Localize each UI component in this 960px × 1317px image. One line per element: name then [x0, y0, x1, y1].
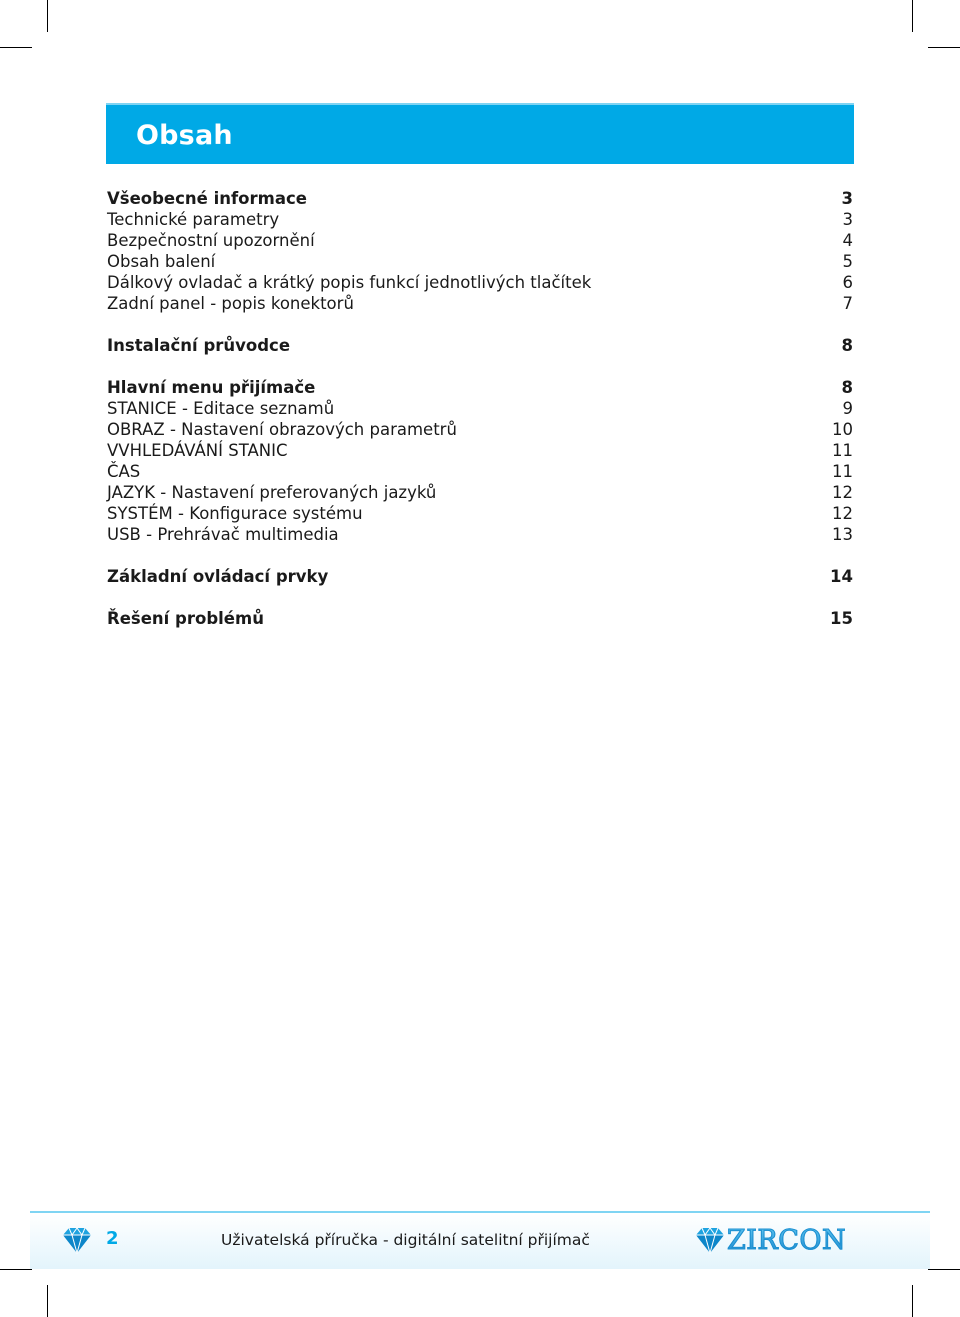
toc-group: [107, 188, 853, 314]
toc-entry-page: 4: [842, 231, 853, 250]
toc-entry: [107, 272, 853, 293]
toc-entry: [107, 524, 853, 545]
toc-entry-page: 7: [842, 294, 853, 313]
toc-entry-title: Bezpečnostní upozornění: [107, 231, 315, 250]
toc-entry-title: Hlavní menu přijímače: [107, 378, 316, 397]
toc-entry-page: 13: [832, 525, 853, 544]
toc-entry-title: Instalační průvodce: [107, 336, 291, 355]
toc-entry-page: 11: [832, 462, 853, 481]
crop-mark: [928, 1269, 960, 1270]
toc-entry: [107, 335, 853, 356]
brand-logo: [694, 1224, 846, 1256]
toc-entry-page: 3: [841, 189, 853, 208]
toc-entry-title: SYSTÉM - Konfigurace systému: [107, 504, 363, 523]
toc-entry-page: 10: [832, 420, 853, 439]
toc-entry: [107, 482, 853, 503]
toc-entry: [107, 251, 853, 272]
toc-entry-title: Všeobecné informace: [107, 189, 307, 208]
toc-entry-title: JAZYK - Nastavení preferovaných jazyků: [107, 483, 437, 502]
crop-mark: [47, 0, 48, 32]
crop-mark: [47, 1285, 48, 1317]
crop-mark: [928, 47, 960, 48]
toc-entry: [107, 398, 853, 419]
crop-mark: [912, 1285, 913, 1317]
toc-entry-title: Řešení problémů: [107, 609, 264, 628]
toc-group: [107, 608, 853, 629]
header-bar: [106, 103, 854, 164]
toc-entry: [107, 503, 853, 524]
toc-entry: [107, 461, 853, 482]
toc-entry: [107, 608, 853, 629]
toc-entry-title: Dálkový ovladač a krátký popis funkcí jednotlivých tlačítek: [107, 273, 592, 292]
toc-entry-page: 9: [842, 399, 853, 418]
toc-entry-page: 14: [830, 567, 853, 586]
toc-entry: [107, 230, 853, 251]
diamond-icon: [694, 1226, 726, 1254]
toc-entry-page: 8: [841, 336, 853, 355]
brand-wordmark: ZIRCON: [727, 1224, 847, 1256]
toc-group: [107, 377, 853, 545]
toc-entry-title: Obsah balení: [107, 252, 216, 271]
toc-entry-page: 5: [842, 252, 853, 271]
toc-entry: [107, 566, 853, 587]
toc-entry: [107, 293, 853, 314]
toc-entry-page: 12: [832, 483, 853, 502]
toc-entry-page: 3: [842, 210, 853, 229]
toc-entry: [107, 209, 853, 230]
crop-mark: [0, 1269, 32, 1270]
toc-entry-page: 12: [832, 504, 853, 523]
table-of-contents: [107, 188, 853, 629]
toc-entry-page: 6: [842, 273, 853, 292]
toc-entry-title: Základní ovládací prvky: [107, 567, 329, 586]
toc-entry-title: Technické parametry: [107, 210, 280, 229]
toc-entry: [107, 440, 853, 461]
toc-entry-title: STANICE - Editace seznamů: [107, 399, 335, 418]
toc-entry-title: ČAS: [107, 462, 141, 481]
toc-entry-title: OBRAZ - Nastavení obrazových parametrů: [107, 420, 457, 439]
toc-entry-page: 11: [832, 441, 853, 460]
toc-entry-title: VVHLEDÁVÁNÍ STANIC: [107, 441, 288, 460]
diamond-icon: [61, 1226, 93, 1254]
toc-entry-title: USB - Prehrávač multimedia: [107, 525, 339, 544]
toc-entry-title: Zadní panel - popis konektorů: [107, 294, 354, 313]
toc-entry-page: 8: [841, 378, 853, 397]
toc-entry: [107, 188, 853, 209]
toc-entry: [107, 419, 853, 440]
page-title: Obsah: [136, 120, 233, 151]
toc-group: [107, 335, 853, 356]
toc-entry: [107, 377, 853, 398]
toc-entry-page: 15: [830, 609, 853, 628]
footer-text: Uživatelská příručka - digitální satelitní přijímač: [221, 1231, 590, 1249]
toc-group: [107, 566, 853, 587]
crop-mark: [912, 0, 913, 32]
page-number: 2: [106, 1228, 119, 1249]
crop-mark: [0, 47, 32, 48]
